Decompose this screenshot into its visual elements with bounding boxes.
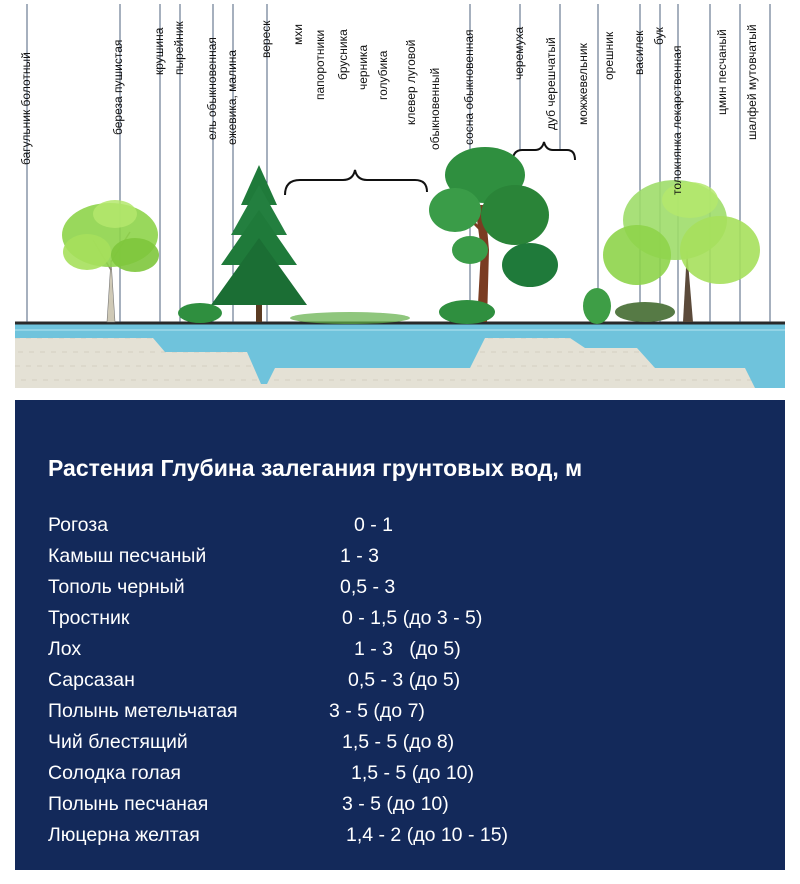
label-golubika: голубика [376, 50, 390, 100]
label-mozhzhevelnik: можжевельник [576, 43, 590, 125]
label-obyknovennyi: обыкновенный [428, 67, 442, 150]
label-bereza: береза пушистая [111, 39, 125, 135]
plant-name: Полынь метельчатая [48, 700, 238, 722]
table-title: Растения Глубина залегания грунтовых вод, м [48, 455, 583, 481]
groundwater-depth-panel [15, 400, 785, 870]
label-sosna: сосна обыкновенная [462, 29, 476, 145]
plant-name: Тростник [48, 607, 130, 629]
depth-value: 0,5 - 3 [340, 576, 396, 598]
label-mkhi: мхи [291, 24, 305, 45]
pine-tree [429, 147, 558, 322]
label-cheremukha: черемуха [512, 26, 526, 80]
label-vasilek: василек [632, 30, 646, 75]
depth-value: 1,4 - 2 (до 10 - 15) [346, 824, 509, 846]
plant-name: Лох [48, 638, 82, 660]
label-paporotniki: папоротники [313, 29, 327, 100]
depth-value: 1 - 3 (до 5) [354, 638, 461, 660]
spruce-tree [211, 165, 307, 322]
brace-mosses-group [285, 170, 427, 195]
label-klever: клевер луговой [404, 39, 418, 125]
label-brusnika: брусника [336, 29, 350, 80]
beech-tree [603, 180, 760, 322]
label-oreshnik: орешник [602, 31, 616, 80]
label-dub: дуб черешчатый [544, 37, 558, 130]
label-tsmin: цмин песчаный [715, 29, 729, 115]
label-chernika: черника [356, 44, 370, 90]
plant-name: Сарсазан [48, 669, 135, 691]
depth-value: 1,5 - 5 (до 8) [342, 731, 455, 753]
depth-value: 3 - 5 (до 10) [342, 793, 449, 815]
plant-labels [19, 20, 759, 195]
depth-value: 0,5 - 3 (до 5) [348, 669, 461, 691]
label-veresk: вереск [259, 20, 273, 58]
depth-value: 1 - 3 [340, 545, 380, 567]
plant-name: Люцерна желтая [48, 824, 200, 846]
brace-cherry-oak-group [512, 142, 575, 165]
plant-name: Камыш песчаный [48, 545, 207, 567]
depth-value: 0 - 1,5 (до 3 - 5) [342, 607, 483, 629]
label-krushina: крушина [152, 27, 166, 75]
vegetation-groundwater-diagram [15, 0, 785, 388]
label-el: ель обыкновенная [205, 37, 219, 140]
label-buk: бук [652, 27, 666, 45]
label-ezhevika: ежевика, малина [225, 49, 239, 145]
label-toloknyanka: толокнянка лекарственная [670, 45, 684, 195]
plant-name: Чий блестящий [48, 731, 188, 753]
depth-value: 1,5 - 5 (до 10) [351, 762, 475, 784]
label-bagulnik: багульник болотный [19, 52, 33, 165]
plant-name: Тополь черный [48, 576, 185, 598]
depth-value: 0 - 1 [354, 514, 394, 536]
depth-value: 3 - 5 (до 7) [329, 700, 425, 722]
plant-name: Полынь песчаная [48, 793, 209, 815]
plant-name: Солодка голая [48, 762, 181, 784]
plant-name: Рогоза [48, 514, 109, 536]
birch-tree [62, 200, 159, 322]
label-pyreinik: пырейник [172, 21, 186, 75]
label-shalfei: шалфей мутовчатый [745, 24, 759, 140]
